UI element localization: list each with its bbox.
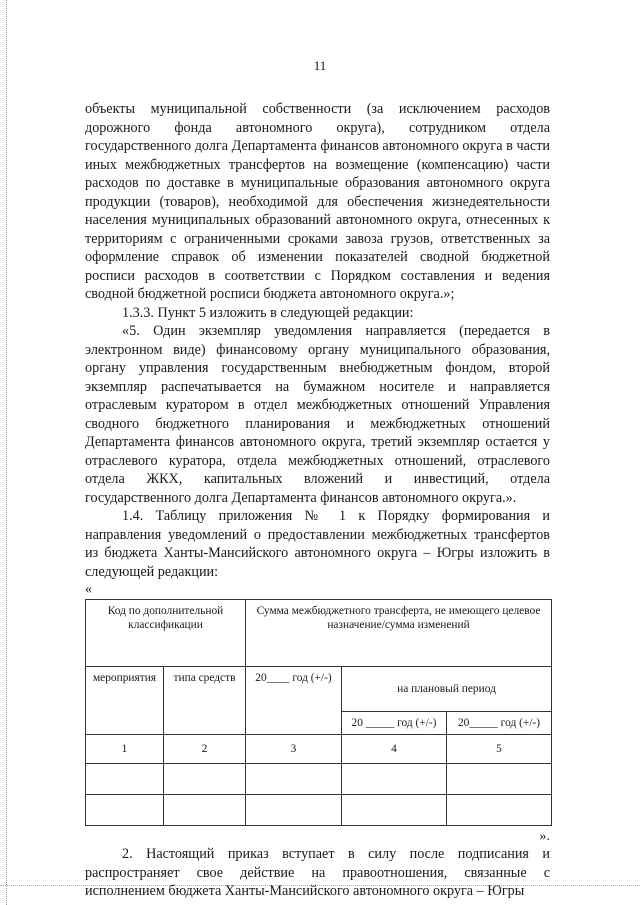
paragraph-2: 2. Настоящий приказ вступает в силу после подписания и распространяет свое действие на правоотношения, связанные с исполнением бюджета Ханты-Мансийского автономного округа – Югры (85, 846, 550, 899)
page-number: 11 (313, 58, 327, 73)
header-planned-period: на плановый период (342, 667, 552, 712)
column-number-5: 5 (447, 735, 552, 764)
header-year-current: 20____ год (+/-) (246, 667, 342, 735)
header-year-next: 20 _____ год (+/-) (342, 712, 447, 735)
column-number-3: 3 (246, 735, 342, 764)
header-code-classification: Код по дополнительной классификации (86, 600, 246, 667)
table-cell (447, 795, 552, 826)
table-row (86, 795, 552, 826)
scan-edge-left (6, 0, 8, 905)
notification-table (85, 599, 552, 826)
header-year-after: 20_____ год (+/-) (447, 712, 552, 735)
table-cell (246, 764, 342, 795)
header-events: мероприятия (86, 667, 164, 735)
paragraph-1-4: 1.4. Таблицу приложения № 1 к Порядку формирования и направления уведомлений о предоставлении межбюджетных трансфертов из бюджета Ханты-Мансийского автономного округа – Югры изложить в следующей редакции: (85, 508, 550, 580)
header-transfer-sum: Сумма межбюджетного трансферта, не имеющего целевое назначение/сумма изменений (246, 600, 552, 667)
column-number-1: 1 (86, 735, 164, 764)
paragraph-1-3-3: 1.3.3. Пункт 5 изложить в следующей редакции: (122, 304, 414, 321)
table-row (86, 764, 552, 795)
table-cell (342, 795, 447, 826)
header-fund-type: типа средств (164, 667, 246, 735)
table-cell (164, 795, 246, 826)
table-cell (86, 764, 164, 795)
paragraph-continuation: объекты муниципальной собственности (за исключением расходов дорожного фонда автономного округа), сотрудником отдела государственного долга Департамента финансов автономного округа в части иных межбюджетных трансфертов на возмещение (компенсацию) части расходов по доставке в муниципальные образования автономного округа продукции (товаров), необходимой для обеспечения жизнедеятельности населения муниципальных образований автономного округа, отнесенных к территориям с ограниченными сроками завоза грузов, ответственных за оформление справок об изменении показателей сводной бюджетной росписи расходов в соответствии с Порядком составления и ведения сводной бюджетной росписи бюджета автономного округа.»; (85, 101, 550, 302)
closing-quote: ». (539, 829, 550, 844)
table-cell (342, 764, 447, 795)
document-body (85, 100, 550, 901)
column-number-4: 4 (342, 735, 447, 764)
paragraph-item-5: «5. Один экземпляр уведомления направляется (передается в электронном виде) финансовому органу муниципального образования, органу управления государственным внебюджетным фондом, второй экземпляр распечатывается на бумажном носителе и направляется отраслевым куратором в отдел межбюджетных отношений Управления сводного бюджетного планирования и межбюджетных отношений Департамента финансов автономного округа, третий экземпляр остается у отраслевого куратора, отдела межбюджетных отношений, отраслевого отдела ЖКХ, капитальных вложений и инвестиций, отдела государственного долга Департамента финансов автономного округа.». (85, 323, 550, 506)
opening-quote: « (85, 582, 92, 597)
table-cell (164, 764, 246, 795)
table-cell (246, 795, 342, 826)
table-cell (447, 764, 552, 795)
column-number-2: 2 (164, 735, 246, 764)
table-cell (86, 795, 164, 826)
